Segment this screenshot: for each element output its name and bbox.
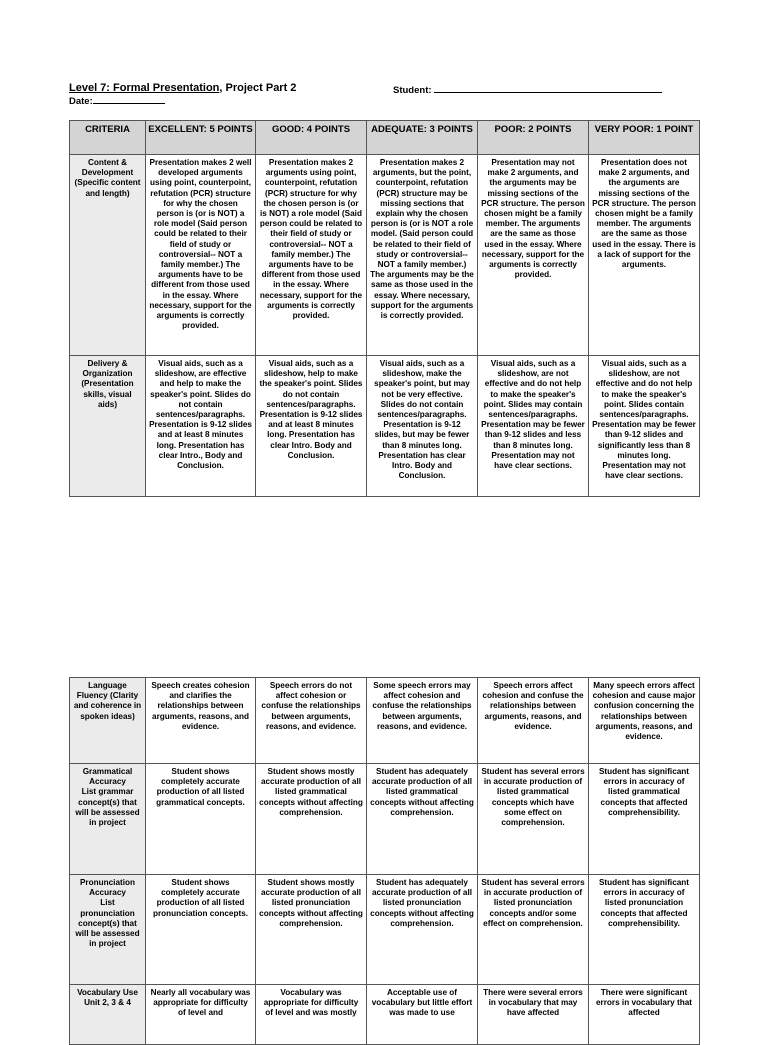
rubric-cell: Speech creates cohesion and clarifies the relationships between arguments, reasons, and evidence. — [146, 678, 256, 764]
column-header-excellent: EXCELLENT: 5 POINTS — [146, 121, 256, 155]
document-title — [69, 82, 296, 94]
table-row — [70, 764, 700, 875]
date-blank-line — [93, 95, 165, 104]
date-label: Date: — [69, 96, 93, 107]
rubric-cell: Presentation makes 2 arguments, but the point, counterpoint, refutation (PCR) structure may be missing sections that explain why the chosen person is (or is NOT a role model. (Said person could be related to their field of study or controversial--NOT a family member.) The arguments may be the same as those used in the essay. Where necessary, support for the arguments is correctly provided. — [367, 155, 478, 356]
student-blank-line — [434, 84, 662, 93]
rubric-table-top — [69, 120, 700, 497]
rubric-cell: Presentation makes 2 well developed arguments using point, counterpoint, refutation (PCR) structure for why the chosen person is (or is NOT) a role model (Said person could be related to their field of study or controversial-- NOT a family member.) The arguments have to be different from those used in the essay. Where necessary, support for the arguments is correctly provided. — [146, 155, 256, 356]
date-field[interactable] — [69, 95, 165, 107]
rubric-cell: Student has several errors in accurate production of listed grammatical concepts which have some effect on comprehension. — [478, 764, 589, 875]
column-header-very-poor: VERY POOR: 1 POINT — [589, 121, 700, 155]
rubric-cell: Acceptable use of vocabulary but little effort was made to use — [367, 985, 478, 1045]
criteria-title: Pronunciation Accuracy — [79, 878, 136, 898]
rubric-cell: There were several errors in vocabulary that may have affected — [478, 985, 589, 1045]
criteria-delivery-organization: Delivery & Organization (Presentation skills, visual aids) — [70, 356, 146, 497]
criteria-content-development: Content & Development (Specific content and length) — [70, 155, 146, 356]
table-row — [70, 875, 700, 985]
rubric-cell: Visual aids, such as a slideshow, are not effective and do not help to make the speaker's point. Slides contain sentences/paragraphs. Presentation may be fewer than 9-12 slides and significantly less than 8 minutes long. Presentation may not have clear sections. — [589, 356, 700, 497]
rubric-cell: Student shows completely accurate production of all listed pronunciation concepts. — [146, 875, 256, 985]
rubric-cell: Some speech errors may affect cohesion and confuse the relationships between arguments, reasons, and evidence. — [367, 678, 478, 764]
table-row — [70, 356, 700, 497]
document-header — [69, 82, 709, 112]
table-row — [70, 155, 700, 356]
criteria-subtext: List pronunciation concept(s) that will be assessed in project — [75, 898, 140, 949]
rubric-cell: Presentation does not make 2 arguments, and the arguments are missing sections of the PCR structure. The person chosen might be a family member. The arguments are the same as those used in the essay. There is a lack of support for the arguments. — [589, 155, 700, 356]
rubric-cell: Visual aids, such as a slideshow, are effective and help to make the speaker's point. Slides do not contain sentences/paragraphs. Presentation is 9-12 slides and at least 8 minutes long. Presentation has clear Intro., Body and Conclusion. — [146, 356, 256, 497]
rubric-cell: Nearly all vocabulary was appropriate for difficulty of level and — [146, 985, 256, 1045]
criteria-title: Grammatical Accuracy — [82, 767, 133, 787]
rubric-header-row — [70, 121, 700, 155]
rubric-cell: Visual aids, such as a slideshow, help to make the speaker's point. Slides do not contain sentences/paragraphs. Presentation is 9-12 slides and at least 8 minutes long. Presentation has clear Intro. Body and Conclusion. — [256, 356, 367, 497]
project-part-label: , Project Part 2 — [219, 82, 297, 94]
rubric-cell: Speech errors affect cohesion and confuse the relationships between arguments, reasons, and evidence. — [478, 678, 589, 764]
rubric-table-bottom — [69, 677, 700, 1045]
level-label: Level 7: Formal Presentation — [69, 82, 220, 94]
rubric-cell: Speech errors do not affect cohesion or confuse the relationships between arguments, reasons, and evidence. — [256, 678, 367, 764]
rubric-cell: Student shows mostly accurate production of all listed pronunciation concepts without affecting comprehension. — [256, 875, 367, 985]
column-header-criteria: CRITERIA — [70, 121, 146, 155]
criteria-subtext: List grammar concept(s) that will be assessed in project — [75, 787, 140, 828]
criteria-pronunciation-accuracy — [70, 875, 146, 985]
table-row — [70, 985, 700, 1045]
rubric-cell: Student has several errors in accurate production of listed pronunciation concepts and/or some effect on comprehension. — [478, 875, 589, 985]
rubric-cell: Vocabulary was appropriate for difficulty of level and was mostly — [256, 985, 367, 1045]
column-header-adequate: ADEQUATE: 3 POINTS — [367, 121, 478, 155]
rubric-cell: Visual aids, such as a slideshow, make the speaker's point, but may not be very effective. Slides do not contain sentences/paragraphs. Presentation is 9-12 slides, but may be fewer than 8 minutes long. Presentation has clear Intro. Body and Conclusion. — [367, 356, 478, 497]
rubric-cell: There were significant errors in vocabulary that affected — [589, 985, 700, 1045]
student-field[interactable] — [393, 84, 662, 96]
criteria-language-fluency: Language Fluency (Clarity and coherence in spoken ideas) — [70, 678, 146, 764]
student-label: Student: — [393, 85, 432, 96]
rubric-cell: Presentation makes 2 arguments using point, counterpoint, refutation (PCR) structure for why the chosen person is (or is NOT) a role model (Said person could be related to their field of study or controversial-- NOT a family member.) The arguments have to be different from those used in the essay. Where necessary, support for the arguments is correctly provided. — [256, 155, 367, 356]
rubric-cell: Student has significant errors in accuracy of listed grammatical concepts that affected comprehensibility. — [589, 764, 700, 875]
column-header-good: GOOD: 4 POINTS — [256, 121, 367, 155]
rubric-cell: Student shows mostly accurate production of all listed grammatical concepts without affecting comprehension. — [256, 764, 367, 875]
table-row — [70, 678, 700, 764]
column-header-poor: POOR: 2 POINTS — [478, 121, 589, 155]
rubric-cell: Many speech errors affect cohesion and cause major confusion concerning the relationships between arguments, reasons, and evidence. — [589, 678, 700, 764]
rubric-cell: Visual aids, such as a slideshow, are not effective and do not help to make the speaker's point. Slides may contain sentences/paragraphs. Presentation may be fewer than 9-12 slides and less than 8 minutes long. Presentation may not have clear sections. — [478, 356, 589, 497]
rubric-cell: Student shows completely accurate production of all listed grammatical concepts. — [146, 764, 256, 875]
rubric-cell: Student has adequately accurate production of all listed grammatical concepts without affecting comprehension. — [367, 764, 478, 875]
rubric-cell: Student has significant errors in accuracy of listed pronunciation concepts that affected comprehensibility. — [589, 875, 700, 985]
criteria-grammatical-accuracy — [70, 764, 146, 875]
rubric-cell: Student has adequately accurate production of all listed pronunciation concepts without affecting comprehension. — [367, 875, 478, 985]
rubric-cell: Presentation may not make 2 arguments, and the arguments may be missing sections of the PCR structure. The person chosen might be a family member. The arguments are the same as those used in the essay. Where necessary, support for the arguments is correctly provided. — [478, 155, 589, 356]
criteria-vocabulary-use: Vocabulary Use Unit 2, 3 & 4 — [70, 985, 146, 1045]
